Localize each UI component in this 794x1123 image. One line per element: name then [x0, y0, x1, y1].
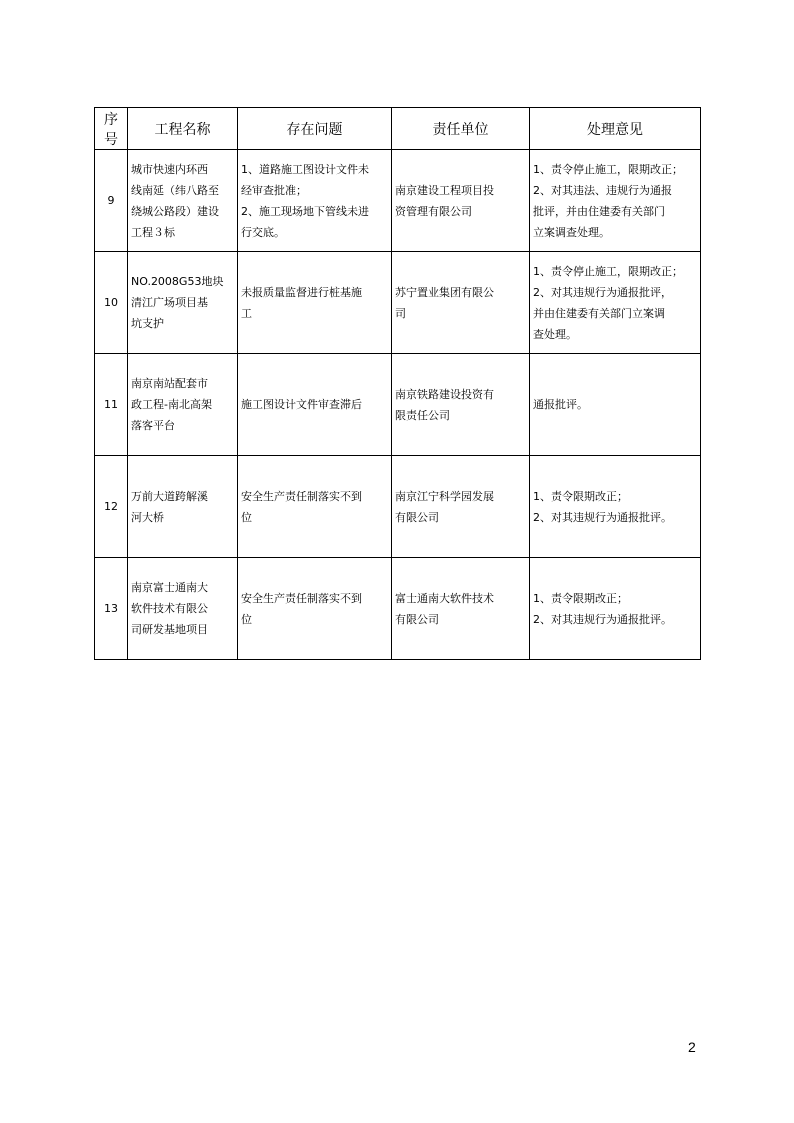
problem-line: 1、道路施工图设计文件未 — [241, 162, 369, 176]
opinion-line: 并由住建委有关部门立案调 — [533, 306, 665, 320]
header-opinion: 处理意见 — [530, 108, 701, 150]
opinion-line: 1、责令限期改正； — [533, 591, 628, 605]
project-name-line: 线南延（纬八路至 — [131, 183, 219, 197]
row-number: 12 — [95, 456, 128, 558]
opinion-cell — [530, 354, 701, 456]
table-header — [95, 108, 701, 150]
project-name-line: 清江广场项目基 — [131, 296, 208, 309]
project-name-line: 绕城公路段）建设 — [131, 204, 219, 218]
responsible-unit-line: 司 — [395, 306, 406, 320]
project-name-cell — [128, 456, 238, 558]
problem-cell — [238, 558, 392, 660]
opinion-line: 2、对其违规行为通报批评。 — [533, 612, 672, 626]
project-name-line: 工程３标 — [131, 225, 175, 239]
opinion-cell — [530, 558, 701, 660]
problem-line: 位 — [241, 612, 252, 626]
responsible-unit-line: 富士通南大软件技术 — [395, 591, 494, 605]
problem-cell — [238, 150, 392, 252]
header-project-name: 工程名称 — [128, 108, 238, 150]
project-name-cell — [128, 354, 238, 456]
header-problem: 存在问题 — [238, 108, 392, 150]
project-name-line: 落客平台 — [131, 419, 175, 432]
row-number: 13 — [95, 558, 128, 660]
problem-line: 安全生产责任制落实不到 — [241, 591, 362, 605]
opinion-cell — [530, 150, 701, 252]
problem-line: 2、施工现场地下管线未进 — [241, 204, 369, 218]
responsible-unit-line: 有限公司 — [395, 510, 439, 524]
project-name-cell — [128, 558, 238, 660]
opinion-line: 2、对其违规行为通报批评， — [533, 285, 672, 299]
problem-line: 经审查批准； — [241, 183, 307, 197]
project-name-line: 坑支护 — [131, 317, 164, 330]
row-number: 11 — [95, 354, 128, 456]
project-name-line: 河大桥 — [131, 510, 164, 524]
header-row — [95, 108, 701, 150]
table-body — [95, 150, 701, 660]
project-name-line: 政工程-南北高架 — [131, 398, 212, 411]
problem-line: 未报质量监督进行桩基施 — [241, 285, 362, 299]
opinion-cell — [530, 252, 701, 354]
table-row — [95, 354, 701, 456]
table-row — [95, 558, 701, 660]
page-number: 2 — [688, 1039, 696, 1055]
responsible-unit-line: 苏宁置业集团有限公 — [395, 285, 494, 299]
project-name-line: 南京富士通南大 — [131, 581, 208, 594]
opinion-line: 批评，并由住建委有关部门 — [533, 204, 665, 218]
row-number: 10 — [95, 252, 128, 354]
header-responsible-unit: 责任单位 — [392, 108, 530, 150]
responsible-unit-line: 南京铁路建设投资有 — [395, 387, 494, 401]
inspection-table — [94, 107, 701, 660]
opinion-line: 通报批评。 — [533, 398, 588, 411]
table-row — [95, 150, 701, 252]
responsible-unit-line: 南京建设工程项目投 — [395, 183, 494, 197]
project-name-cell — [128, 252, 238, 354]
opinion-line: 1、责令停止施工，限期改正； — [533, 264, 683, 278]
problem-line: 施工图设计文件审查滞后 — [241, 398, 362, 411]
problem-cell — [238, 456, 392, 558]
problem-line: 安全生产责任制落实不到 — [241, 489, 362, 503]
project-name-line: 南京南站配套市 — [131, 377, 208, 390]
opinion-line: 立案调查处理。 — [533, 225, 610, 239]
opinion-line: 2、对其违法、违规行为通报 — [533, 183, 672, 197]
responsible-unit-line: 资管理有限公司 — [395, 204, 472, 218]
project-name-line: 软件技术有限公 — [131, 602, 208, 615]
table-row — [95, 252, 701, 354]
opinion-line: 1、责令限期改正； — [533, 489, 628, 503]
header-no: 序号 — [95, 108, 128, 150]
responsible-unit-line: 限责任公司 — [395, 408, 450, 422]
row-number: 9 — [95, 150, 128, 252]
responsible-unit-line: 南京江宁科学园发展 — [395, 489, 494, 503]
problem-cell — [238, 252, 392, 354]
problem-line: 工 — [241, 306, 252, 320]
project-name-line: 城市快速内环西 — [131, 162, 208, 176]
responsible-unit-cell — [392, 456, 530, 558]
project-name-line: 司研发基地项目 — [131, 623, 208, 636]
problem-cell — [238, 354, 392, 456]
responsible-unit-cell — [392, 150, 530, 252]
opinion-line: 2、对其违规行为通报批评。 — [533, 510, 672, 524]
responsible-unit-cell — [392, 354, 530, 456]
opinion-line: 查处理。 — [533, 327, 577, 341]
problem-line: 行交底。 — [241, 225, 285, 239]
opinion-cell — [530, 456, 701, 558]
table-row — [95, 456, 701, 558]
problem-line: 位 — [241, 510, 252, 524]
responsible-unit-cell — [392, 558, 530, 660]
responsible-unit-cell — [392, 252, 530, 354]
project-name-cell — [128, 150, 238, 252]
project-name-line: NO.2008G53地块 — [131, 275, 224, 288]
project-name-line: 万前大道跨解溪 — [131, 489, 208, 503]
responsible-unit-line: 有限公司 — [395, 612, 439, 626]
opinion-line: 1、责令停止施工，限期改正； — [533, 162, 683, 176]
